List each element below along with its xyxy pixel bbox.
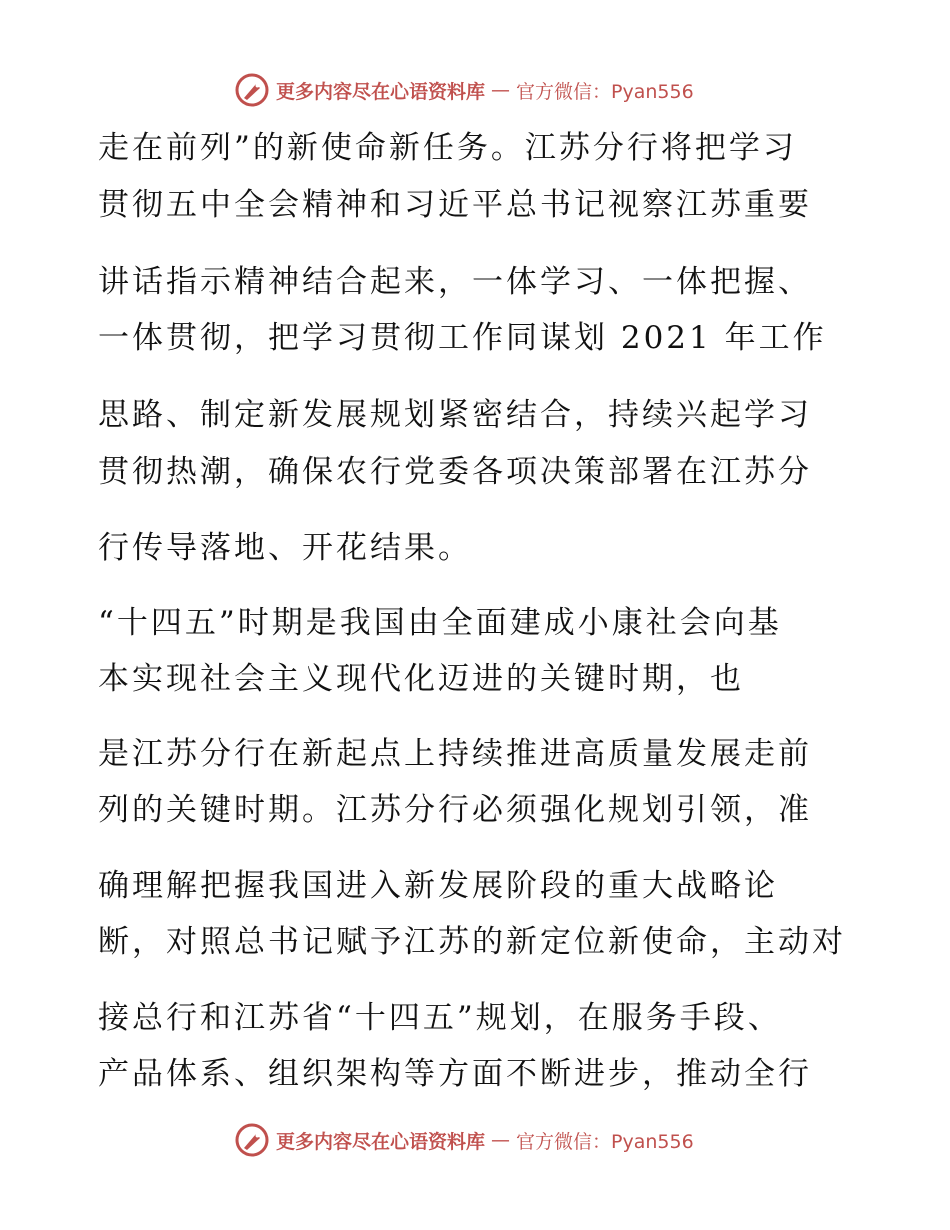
watermark-contact-text: 官方微信：Pyan556 [516,1130,694,1153]
body-line: 一体贯彻，把学习贯彻工作同谋划 2021 年工作 [98,320,827,356]
watermark-main-text: 更多内容尽在心语资料库 [276,1130,486,1153]
body-line: 贯彻热潮，确保农行党委各项决策部署在江苏分 [98,454,812,490]
body-line: 思路、制定新发展规划紧密结合，持续兴起学习 [98,397,812,433]
body-line: 断，对照总书记赋予江苏的新定位新使命，主动对 [98,924,846,960]
body-line: 产品体系、组织架构等方面不断进步，推动全行 [98,1056,812,1092]
body-line: 讲话指示精神结合起来，一体学习、一体把握、 [98,264,812,300]
body-line: 确理解把握我国进入新发展阶段的重大战略论 [98,868,778,904]
body-line: 本实现社会主义现代化迈进的关键时期，也 [98,661,744,697]
body-line: 列的关键时期。江苏分行必须强化规划引领，准 [98,792,812,828]
watermark-main-text: 更多内容尽在心语资料库 [276,80,486,103]
header-watermark [234,70,694,110]
footer-watermark [234,1120,694,1160]
body-line: 贯彻五中全会精神和习近平总书记视察江苏重要 [98,187,812,223]
body-line: 走在前列”的新使命新任务。江苏分行将把学习 [98,130,797,166]
body-line: 是江苏分行在新起点上持续推进高质量发展走前 [98,736,812,772]
watermark-contact-text: 官方微信：Pyan556 [516,80,694,103]
pen-nib-logo-icon [234,1122,270,1158]
body-line: 接总行和江苏省“十四五”规划，在服务手段、 [98,1000,782,1036]
body-line: “十四五”时期是我国由全面建成小康社会向基 [98,605,782,641]
body-line: 行传导落地、开花结果。 [98,530,472,566]
watermark-dash: — [491,1129,511,1151]
pen-nib-logo-icon [234,72,270,108]
watermark-dash: — [491,79,511,101]
